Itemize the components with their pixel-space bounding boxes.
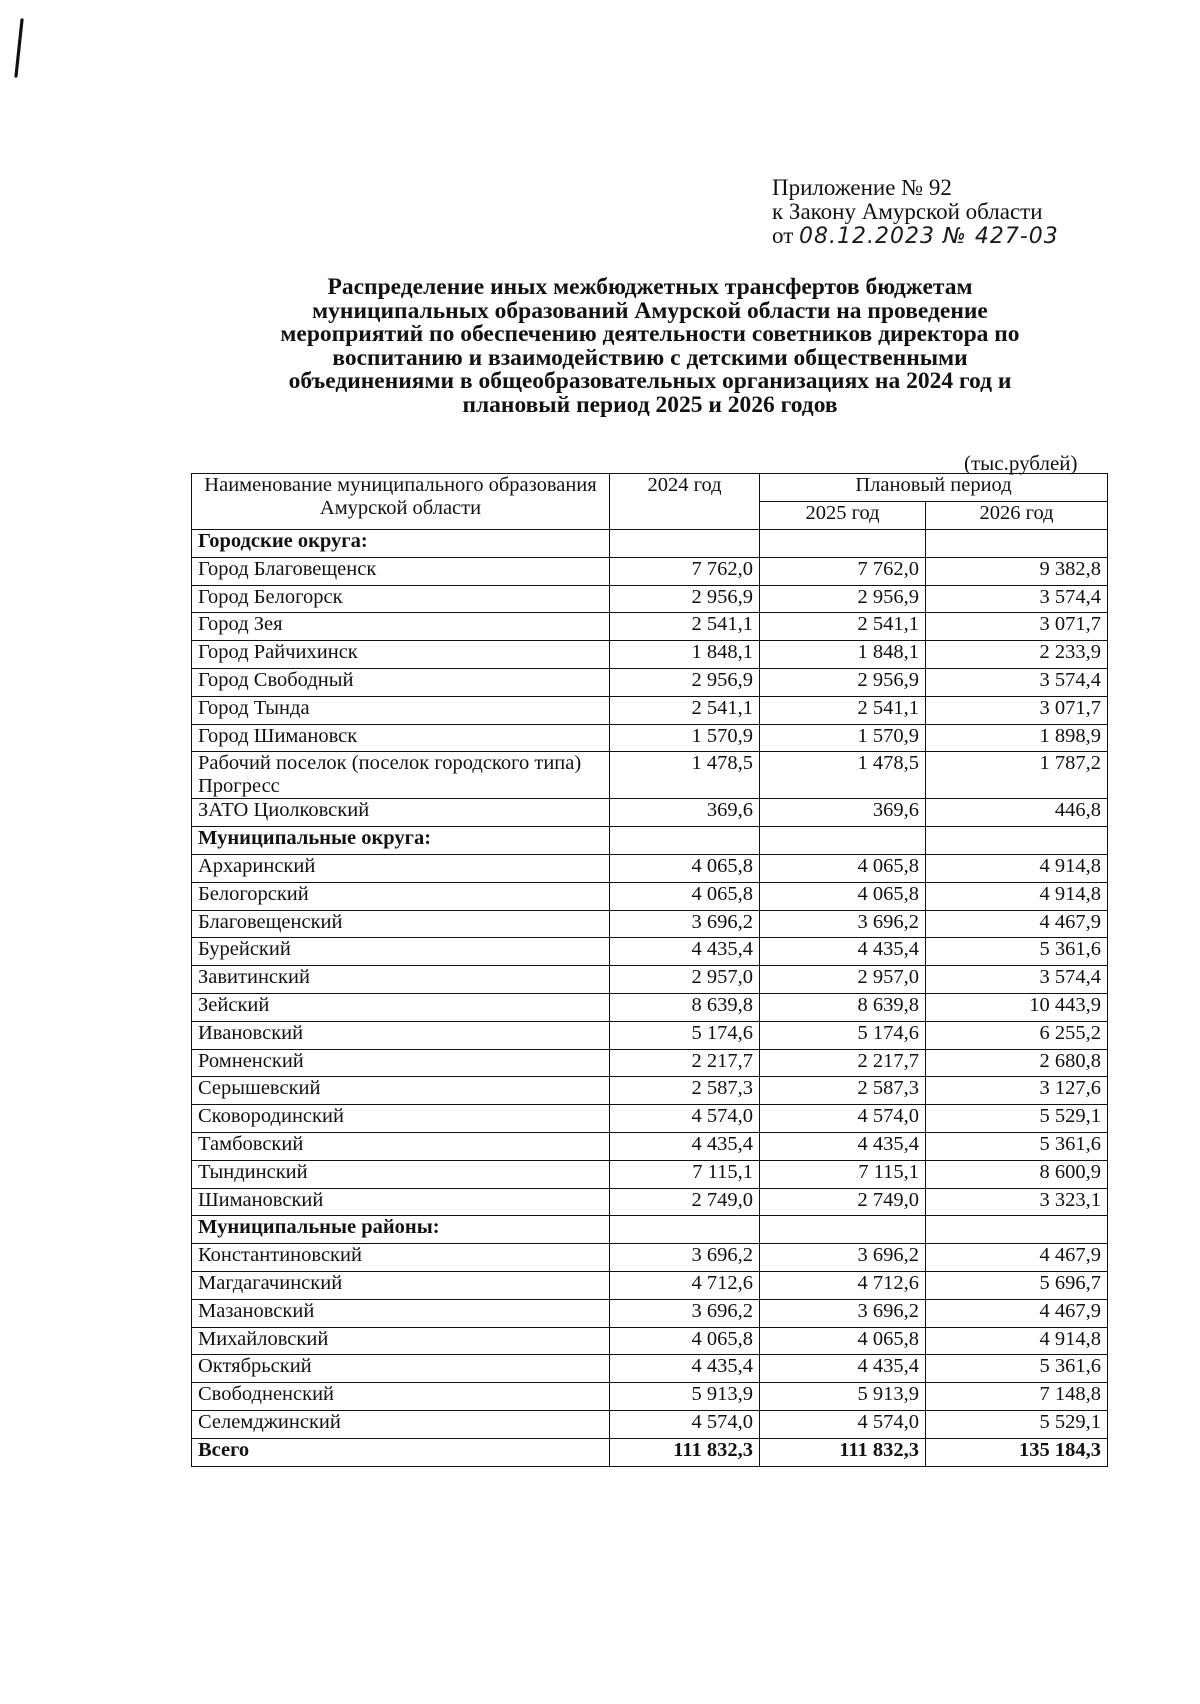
municipality-name: Белогорский	[192, 882, 610, 910]
value-2024: 2 956,9	[610, 585, 760, 613]
section-row	[192, 1216, 1108, 1244]
table-row	[192, 613, 1108, 641]
value-2026: 2 680,8	[926, 1049, 1108, 1077]
value-2024: 3 696,2	[610, 1244, 760, 1272]
empty-cell	[926, 827, 1108, 855]
value-2024: 1 848,1	[610, 641, 760, 669]
total-2024: 111 832,3	[610, 1438, 760, 1466]
value-2026: 4 914,8	[926, 854, 1108, 882]
table-row	[192, 1160, 1108, 1188]
value-2026: 2 233,9	[926, 641, 1108, 669]
table-row	[192, 557, 1108, 585]
value-2024: 4 435,4	[610, 1132, 760, 1160]
value-2026: 3 574,4	[926, 585, 1108, 613]
municipality-name: Город Шимановск	[192, 724, 610, 752]
value-2024: 2 541,1	[610, 696, 760, 724]
value-2024: 3 696,2	[610, 910, 760, 938]
municipality-name: Благовещенский	[192, 910, 610, 938]
value-2024: 2 957,0	[610, 966, 760, 994]
empty-cell	[926, 530, 1108, 558]
section-row	[192, 530, 1108, 558]
municipality-name: Тындинский	[192, 1160, 610, 1188]
value-2024: 1 570,9	[610, 724, 760, 752]
value-2026: 4 467,9	[926, 1299, 1108, 1327]
empty-cell	[760, 1216, 926, 1244]
value-2025: 1 478,5	[760, 752, 926, 799]
handwritten-date: 08.12.2023 № 427-03	[799, 224, 1059, 249]
value-2024: 4 065,8	[610, 1327, 760, 1355]
value-2025: 1 570,9	[760, 724, 926, 752]
title-line: Распределение иных межбюджетных трансфертов бюджетам	[327, 274, 973, 300]
value-2025: 4 065,8	[760, 1327, 926, 1355]
table-row	[192, 1355, 1108, 1383]
units-label: (тыс.рублей)	[964, 451, 1078, 475]
appendix-header	[772, 176, 1059, 249]
value-2026: 4 467,9	[926, 910, 1108, 938]
table-row	[192, 1244, 1108, 1272]
value-2026: 8 600,9	[926, 1160, 1108, 1188]
value-2026: 5 361,6	[926, 938, 1108, 966]
value-2026: 5 529,1	[926, 1410, 1108, 1438]
table-body	[192, 530, 1108, 1467]
appendix-number: Приложение № 92	[772, 175, 952, 200]
title-line: объединениями в общеобразовательных организациях на 2024 год и	[288, 368, 1012, 394]
section-title: Городские округа:	[192, 530, 610, 558]
municipality-name: Город Зея	[192, 613, 610, 641]
municipality-name: Рабочий поселок (поселок городского типа) Прогресс	[192, 752, 610, 799]
section-row	[192, 827, 1108, 855]
table-row	[192, 938, 1108, 966]
value-2025: 2 956,9	[760, 585, 926, 613]
appendix-date-line	[772, 224, 1059, 249]
value-2024: 5 913,9	[610, 1383, 760, 1411]
value-2024: 369,6	[610, 799, 760, 827]
value-2026: 4 914,8	[926, 882, 1108, 910]
value-2025: 4 435,4	[760, 938, 926, 966]
value-2026: 5 696,7	[926, 1271, 1108, 1299]
budget-table	[191, 473, 1108, 1467]
value-2025: 2 749,0	[760, 1188, 926, 1216]
value-2024: 4 574,0	[610, 1105, 760, 1133]
value-2024: 4 435,4	[610, 938, 760, 966]
value-2025: 3 696,2	[760, 1244, 926, 1272]
title-line: воспитанию и взаимодействию с детскими общественными	[332, 344, 968, 371]
value-2026: 3 574,4	[926, 966, 1108, 994]
empty-cell	[610, 827, 760, 855]
municipality-name: Шимановский	[192, 1188, 610, 1216]
municipality-name: Мазановский	[192, 1299, 610, 1327]
value-2025: 5 913,9	[760, 1383, 926, 1411]
value-2025: 3 696,2	[760, 910, 926, 938]
table-row	[192, 641, 1108, 669]
value-2025: 2 956,9	[760, 668, 926, 696]
municipality-name: Сковородинский	[192, 1105, 610, 1133]
value-2026: 3 323,1	[926, 1188, 1108, 1216]
table-row	[192, 1327, 1108, 1355]
value-2026: 5 361,6	[926, 1355, 1108, 1383]
value-2024: 1 478,5	[610, 752, 760, 799]
municipality-name: Свободненский	[192, 1383, 610, 1411]
total-2025: 111 832,3	[760, 1438, 926, 1466]
municipality-name: Город Свободный	[192, 668, 610, 696]
value-2024: 4 065,8	[610, 854, 760, 882]
value-2026: 5 361,6	[926, 1132, 1108, 1160]
value-2025: 4 712,6	[760, 1271, 926, 1299]
value-2025: 7 762,0	[760, 557, 926, 585]
municipality-name: Зейский	[192, 993, 610, 1021]
value-2026: 9 382,8	[926, 557, 1108, 585]
handwritten-mark	[14, 18, 24, 78]
table-row	[192, 1049, 1108, 1077]
table-row	[192, 966, 1108, 994]
municipality-name: Октябрьский	[192, 1355, 610, 1383]
municipality-name: Город Райчихинск	[192, 641, 610, 669]
municipality-name: Город Благовещенск	[192, 557, 610, 585]
empty-cell	[760, 827, 926, 855]
municipality-name: Город Тында	[192, 696, 610, 724]
table-row	[192, 724, 1108, 752]
value-2024: 2 749,0	[610, 1188, 760, 1216]
table-row	[192, 1077, 1108, 1105]
municipality-name: Михайловский	[192, 1327, 610, 1355]
total-label: Всего	[192, 1438, 610, 1466]
value-2026: 4 467,9	[926, 1244, 1108, 1272]
value-2025: 4 435,4	[760, 1355, 926, 1383]
value-2025: 2 957,0	[760, 966, 926, 994]
value-2024: 2 541,1	[610, 613, 760, 641]
value-2025: 4 435,4	[760, 1132, 926, 1160]
value-2026: 4 914,8	[926, 1327, 1108, 1355]
total-row	[192, 1438, 1108, 1466]
empty-cell	[926, 1216, 1108, 1244]
table-row	[192, 882, 1108, 910]
table-row	[192, 1188, 1108, 1216]
value-2025: 1 848,1	[760, 641, 926, 669]
empty-cell	[610, 1216, 760, 1244]
section-title: Муниципальные округа:	[192, 827, 610, 855]
value-2024: 7 762,0	[610, 557, 760, 585]
municipality-name: Архаринский	[192, 854, 610, 882]
table-row	[192, 1105, 1108, 1133]
table-row	[192, 1383, 1108, 1411]
value-2026: 5 529,1	[926, 1105, 1108, 1133]
title-line: плановый период 2025 и 2026 годов	[462, 391, 838, 418]
value-2024: 3 696,2	[610, 1299, 760, 1327]
value-2026: 1 898,9	[926, 724, 1108, 752]
municipality-name: Тамбовский	[192, 1132, 610, 1160]
document-title	[200, 276, 1100, 417]
table-row	[192, 668, 1108, 696]
header-name: Наименование муниципального образования Амурской области	[192, 474, 610, 530]
value-2024: 2 217,7	[610, 1049, 760, 1077]
table-row	[192, 752, 1108, 799]
table-row	[192, 1410, 1108, 1438]
municipality-name: Бурейский	[192, 938, 610, 966]
header-2025: 2025 год	[760, 502, 926, 530]
municipality-name: Ивановский	[192, 1021, 610, 1049]
municipality-name: ЗАТО Циолковский	[192, 799, 610, 827]
value-2026: 3 574,4	[926, 668, 1108, 696]
value-2025: 7 115,1	[760, 1160, 926, 1188]
table-row	[192, 993, 1108, 1021]
value-2024: 2 956,9	[610, 668, 760, 696]
total-2026: 135 184,3	[926, 1438, 1108, 1466]
value-2026: 3 071,7	[926, 613, 1108, 641]
value-2025: 8 639,8	[760, 993, 926, 1021]
table-row	[192, 854, 1108, 882]
value-2025: 3 696,2	[760, 1299, 926, 1327]
municipality-name: Магдагачинский	[192, 1271, 610, 1299]
value-2025: 4 065,8	[760, 882, 926, 910]
date-prefix: от	[772, 223, 794, 248]
value-2026: 3 127,6	[926, 1077, 1108, 1105]
value-2024: 4 435,4	[610, 1355, 760, 1383]
municipality-name: Константиновский	[192, 1244, 610, 1272]
table-row	[192, 910, 1108, 938]
value-2025: 369,6	[760, 799, 926, 827]
table-row	[192, 799, 1108, 827]
value-2026: 6 255,2	[926, 1021, 1108, 1049]
table-row	[192, 1299, 1108, 1327]
value-2026: 446,8	[926, 799, 1108, 827]
value-2024: 2 587,3	[610, 1077, 760, 1105]
header-planned-period: Плановый период	[760, 474, 1108, 502]
value-2025: 4 574,0	[760, 1105, 926, 1133]
value-2024: 7 115,1	[610, 1160, 760, 1188]
value-2025: 2 587,3	[760, 1077, 926, 1105]
header-2026: 2026 год	[926, 502, 1108, 530]
empty-cell	[760, 530, 926, 558]
empty-cell	[610, 530, 760, 558]
value-2026: 10 443,9	[926, 993, 1108, 1021]
value-2026: 7 148,8	[926, 1383, 1108, 1411]
value-2025: 5 174,6	[760, 1021, 926, 1049]
title-line: мероприятий по обеспечению деятельности советников директора по	[280, 321, 1020, 347]
value-2024: 4 712,6	[610, 1271, 760, 1299]
municipality-name: Селемджинский	[192, 1410, 610, 1438]
value-2025: 4 065,8	[760, 854, 926, 882]
appendix-law-reference: к Закону Амурской области	[772, 199, 1043, 224]
value-2026: 1 787,2	[926, 752, 1108, 799]
table-row	[192, 585, 1108, 613]
value-2025: 2 541,1	[760, 613, 926, 641]
section-title: Муниципальные районы:	[192, 1216, 610, 1244]
table-row	[192, 696, 1108, 724]
title-line: муниципальных образований Амурской области на проведение	[312, 297, 988, 324]
value-2024: 4 574,0	[610, 1410, 760, 1438]
value-2025: 2 541,1	[760, 696, 926, 724]
municipality-name: Ромненский	[192, 1049, 610, 1077]
table-row	[192, 1271, 1108, 1299]
value-2025: 4 574,0	[760, 1410, 926, 1438]
municipality-name: Город Белогорск	[192, 585, 610, 613]
value-2026: 3 071,7	[926, 696, 1108, 724]
value-2025: 2 217,7	[760, 1049, 926, 1077]
table-row	[192, 1132, 1108, 1160]
table-row	[192, 1021, 1108, 1049]
value-2024: 8 639,8	[610, 993, 760, 1021]
municipality-name: Завитинский	[192, 966, 610, 994]
value-2024: 4 065,8	[610, 882, 760, 910]
value-2024: 5 174,6	[610, 1021, 760, 1049]
municipality-name: Серышевский	[192, 1077, 610, 1105]
header-2024: 2024 год	[610, 474, 760, 530]
